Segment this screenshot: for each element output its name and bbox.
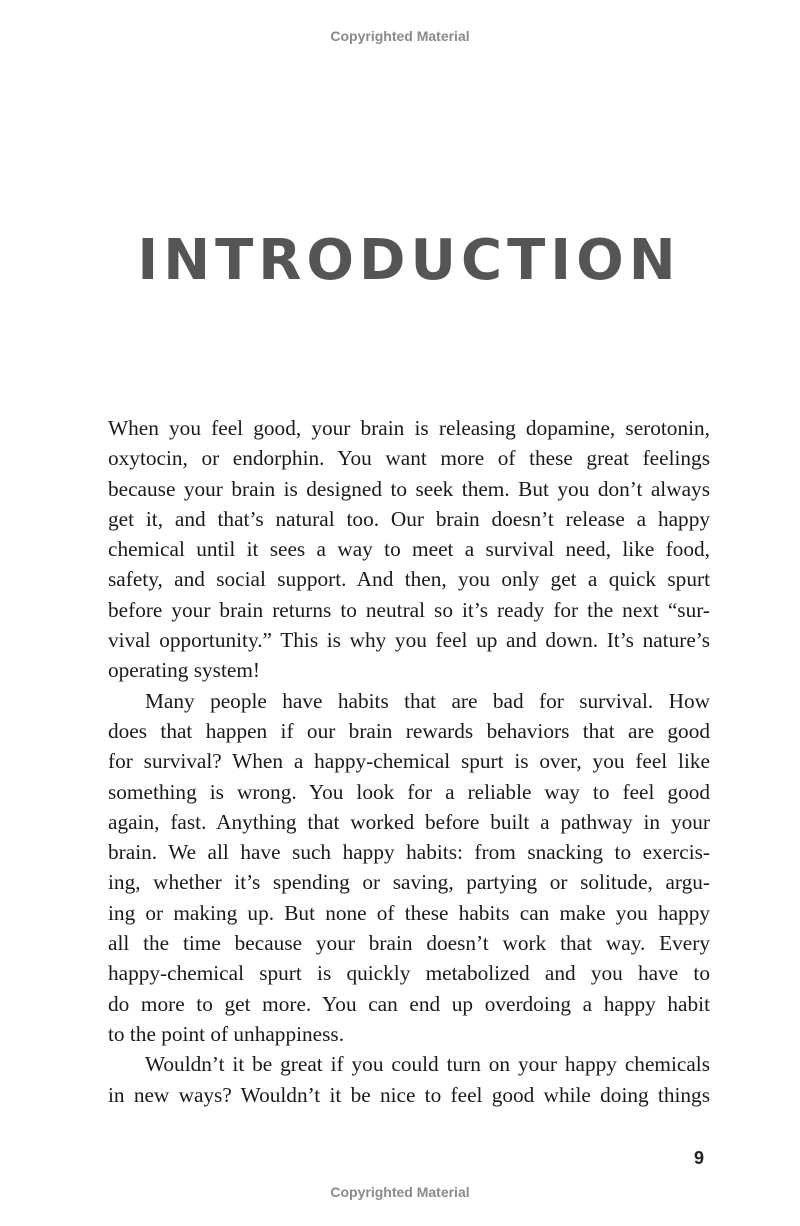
copyright-footer: Copyrighted Material <box>330 1184 470 1200</box>
paragraph-line: before your brain returns to neutral so it’s ready for the next “sur- <box>108 597 710 622</box>
paragraph-line: because your brain is designed to seek them. But you don’t always <box>108 476 710 501</box>
paragraph-line: something is wrong. You look for a reliable way to feel good <box>108 779 710 804</box>
page-number: 9 <box>694 1148 705 1168</box>
paragraph-line: vival opportunity.” This is why you feel up and down. It’s nature’s <box>108 628 710 653</box>
paragraph-line: ing, whether it’s spending or saving, partying or solitude, argu- <box>108 870 710 895</box>
paragraph-line: to the point of unhappiness. <box>108 1021 345 1046</box>
paragraph-line: ing or making up. But none of these habits can make you happy <box>108 900 710 925</box>
paragraph-line: in new ways? Wouldn’t it be nice to feel good while doing things <box>108 1082 710 1107</box>
paragraph-line: chemical until it sees a way to meet a survival need, like food, <box>108 537 710 562</box>
paragraph-line: all the time because your brain doesn’t work that way. Every <box>108 931 710 956</box>
paragraph-first-line: When you feel good, your brain is releasing dopamine, serotonin, <box>108 416 710 440</box>
paragraph-line: oxytocin, or endorphin. You want more of these great feelings <box>108 446 710 471</box>
paragraph-line: get it, and that’s natural too. Our brain doesn’t release a happy <box>108 506 710 531</box>
paragraph-line: for survival? When a happy-chemical spurt is over, you feel like <box>108 749 710 774</box>
copyright-header: Copyrighted Material <box>330 28 470 44</box>
paragraph-line: brain. We all have such happy habits: from snacking to exercis- <box>108 840 710 865</box>
paragraph-line: safety, and social support. And then, you only get a quick spurt <box>108 567 710 592</box>
body-text <box>108 413 710 1110</box>
paragraph-line: happy-chemical spurt is quickly metabolized and you have to <box>108 961 710 986</box>
paragraph-first-line: Wouldn’t it be great if you could turn on your happy chemicals <box>145 1052 710 1077</box>
paragraph-line: again, fast. Anything that worked before built a pathway in your <box>108 809 710 834</box>
paragraph-line: do more to get more. You can end up overdoing a happy habit <box>108 991 710 1016</box>
chapter-title: INTRODUCTION <box>137 228 681 293</box>
paragraph-line: operating system! <box>108 658 261 683</box>
paragraph-line: does that happen if our brain rewards behaviors that are good <box>108 718 710 743</box>
paragraph-first-line: Many people have habits that are bad for survival. How <box>145 688 710 713</box>
